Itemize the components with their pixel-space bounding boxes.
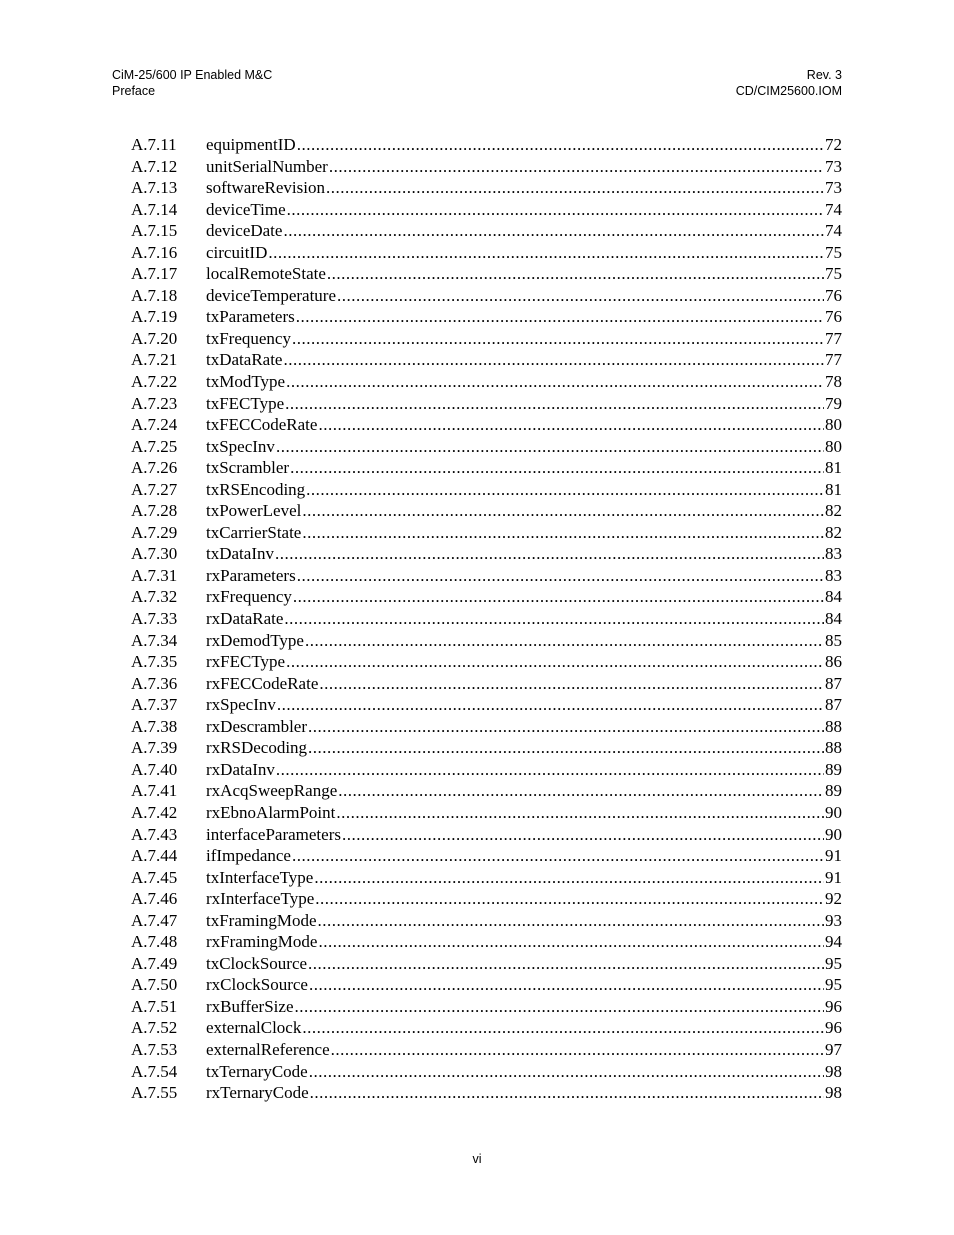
toc-entry-number: A.7.14 [131, 199, 178, 219]
toc-dot-leader [276, 436, 824, 458]
toc-entry-number: A.7.39 [131, 738, 178, 758]
table-of-contents [131, 134, 842, 1104]
page-footer [0, 1152, 954, 1166]
toc-entry[interactable] [131, 414, 842, 436]
toc-entry[interactable] [131, 716, 842, 738]
toc-entry-number: A.7.41 [131, 781, 178, 801]
toc-entry-number: A.7.42 [131, 802, 178, 822]
toc-dot-leader [277, 694, 824, 716]
toc-entry[interactable] [131, 802, 842, 824]
toc-dot-leader [308, 716, 824, 738]
header-right [736, 67, 842, 99]
toc-entry-title: deviceTemperature [206, 285, 337, 305]
toc-entry-number: A.7.54 [131, 1061, 178, 1081]
toc-entry-title: txParameters [206, 307, 295, 327]
toc-entry-number: A.7.47 [131, 910, 178, 930]
toc-entry-title: txFramingMode [206, 910, 317, 930]
toc-entry[interactable] [131, 867, 842, 889]
toc-entry-number: A.7.30 [131, 544, 178, 564]
toc-entry-number: A.7.46 [131, 889, 178, 909]
toc-entry-page: 73 [825, 178, 842, 198]
toc-dot-leader [297, 134, 824, 156]
document-code: CD/CIM25600.IOM [735, 84, 842, 98]
toc-entry-number: A.7.15 [131, 221, 178, 241]
toc-entry-title: rxDescrambler [206, 716, 308, 736]
toc-entry[interactable] [131, 694, 842, 716]
toc-entry-page: 98 [825, 1083, 842, 1103]
toc-entry-number: A.7.48 [131, 932, 178, 952]
toc-entry-title: txRSEncoding [206, 479, 306, 499]
toc-entry-title: softwareRevision [206, 178, 325, 198]
toc-entry-title: txScrambler [206, 458, 290, 478]
toc-entry-page: 81 [825, 479, 842, 499]
toc-entry[interactable] [131, 780, 842, 802]
toc-entry-number: A.7.32 [131, 587, 178, 607]
toc-entry[interactable] [131, 328, 842, 350]
toc-entry-page: 95 [825, 953, 842, 973]
toc-entry-title: unitSerialNumber [206, 156, 328, 176]
toc-entry-number: A.7.38 [131, 716, 178, 736]
toc-entry-title: rxDemodType [206, 630, 304, 650]
toc-dot-leader [318, 414, 824, 436]
toc-entry[interactable] [131, 931, 842, 953]
toc-entry-number: A.7.26 [131, 458, 178, 478]
toc-dot-leader [318, 931, 824, 953]
toc-entry-title: rxFramingMode [206, 932, 318, 952]
toc-entry-page: 84 [825, 587, 842, 607]
toc-dot-leader [286, 651, 824, 673]
toc-entry[interactable] [131, 479, 842, 501]
toc-entry[interactable] [131, 651, 842, 673]
toc-entry[interactable] [131, 953, 842, 975]
toc-entry-number: A.7.31 [131, 565, 178, 585]
toc-entry-title: txDataInv [206, 544, 274, 564]
toc-entry-number: A.7.28 [131, 501, 178, 521]
toc-entry-page: 72 [825, 135, 842, 154]
toc-entry[interactable] [131, 134, 842, 156]
toc-entry-page: 75 [825, 264, 842, 284]
toc-entry[interactable] [131, 888, 842, 910]
toc-dot-leader [306, 479, 824, 501]
toc-entry[interactable] [131, 371, 842, 393]
toc-entry-title: deviceTime [206, 199, 286, 219]
toc-entry-title: externalReference [206, 1039, 330, 1059]
toc-entry[interactable] [131, 1061, 842, 1083]
toc-entry-title: localRemoteState [206, 264, 326, 284]
toc-entry-title: externalClock [206, 1018, 302, 1038]
toc-entry-title: rxFECCodeRate [206, 673, 319, 693]
revision: Rev. 3 [806, 68, 842, 82]
toc-entry-number: A.7.49 [131, 953, 178, 973]
toc-entry-page: 86 [825, 652, 842, 672]
toc-dot-leader [337, 285, 824, 307]
toc-entry-number: A.7.36 [131, 673, 178, 693]
toc-entry-page: 83 [825, 565, 842, 585]
toc-entry-page: 94 [825, 932, 842, 952]
toc-entry-title: txFrequency [206, 328, 291, 348]
toc-entry-number: A.7.53 [131, 1039, 178, 1059]
toc-entry-page: 77 [825, 328, 842, 348]
toc-entry-number: A.7.45 [131, 867, 178, 887]
toc-entry[interactable] [131, 199, 842, 221]
toc-dot-leader [302, 1017, 824, 1039]
toc-entry-number: A.7.55 [131, 1083, 178, 1103]
toc-entry[interactable] [131, 996, 842, 1018]
toc-dot-leader [292, 845, 824, 867]
toc-entry-page: 89 [825, 759, 842, 779]
toc-entry[interactable] [131, 156, 842, 178]
toc-entry[interactable] [131, 1017, 842, 1039]
toc-entry-title: txModType [206, 372, 286, 392]
toc-entry-title: txInterfaceType [206, 867, 314, 887]
toc-entry-number: A.7.44 [131, 846, 178, 866]
toc-entry-number: A.7.50 [131, 975, 178, 995]
toc-entry-title: ifImpedance [206, 846, 291, 866]
toc-entry-page: 76 [825, 307, 842, 327]
toc-dot-leader [314, 867, 824, 889]
toc-entry-number: A.7.19 [131, 307, 178, 327]
toc-dot-leader [336, 802, 824, 824]
toc-entry-title: rxDataInv [206, 759, 275, 779]
toc-entry-page: 73 [825, 156, 842, 176]
toc-entry[interactable] [131, 910, 842, 932]
toc-entry-page: 74 [825, 199, 842, 219]
toc-entry[interactable] [131, 306, 842, 328]
toc-entry-title: txPowerLevel [206, 501, 302, 521]
toc-entry-number: A.7.52 [131, 1018, 178, 1038]
toc-entry-number: A.7.12 [131, 156, 178, 176]
toc-entry-page: 82 [825, 522, 842, 542]
toc-entry-page: 97 [825, 1039, 842, 1059]
toc-entry-number: A.7.18 [131, 285, 178, 305]
toc-entry-title: rxFrequency [206, 587, 292, 607]
toc-entry-title: rxRSDecoding [206, 738, 308, 758]
toc-entry-number: A.7.16 [131, 242, 178, 262]
toc-entry[interactable] [131, 543, 842, 565]
toc-dot-leader [331, 1039, 824, 1061]
toc-entry-number: A.7.40 [131, 759, 178, 779]
toc-entry-page: 76 [825, 285, 842, 305]
toc-entry-number: A.7.43 [131, 824, 178, 844]
toc-dot-leader [283, 349, 824, 371]
toc-entry[interactable] [131, 974, 842, 996]
toc-entry-title: rxEbnoAlarmPoint [206, 802, 336, 822]
toc-entry-page: 88 [825, 716, 842, 736]
toc-entry-page: 79 [825, 393, 842, 413]
toc-dot-leader [342, 824, 824, 846]
toc-entry-title: interfaceParameters [206, 824, 341, 844]
toc-entry-number: A.7.24 [131, 415, 178, 435]
toc-entry-title: deviceDate [206, 221, 283, 241]
toc-dot-leader [285, 393, 824, 415]
toc-entry-title: txFECType [206, 393, 285, 413]
toc-entry-page: 96 [825, 1018, 842, 1038]
toc-entry[interactable] [131, 177, 842, 199]
toc-entry-page: 91 [825, 867, 842, 887]
toc-dot-leader [338, 780, 824, 802]
toc-entry[interactable] [131, 349, 842, 371]
toc-entry[interactable] [131, 630, 842, 652]
toc-entry-title: txSpecInv [206, 436, 275, 456]
page-number: vi [472, 1152, 482, 1166]
toc-entry-title: rxClockSource [206, 975, 308, 995]
toc-entry-title: rxAcqSweepRange [206, 781, 338, 801]
toc-entry[interactable] [131, 759, 842, 781]
toc-entry[interactable] [131, 285, 842, 307]
toc-entry-number: A.7.20 [131, 328, 178, 348]
toc-entry-page: 98 [825, 1061, 842, 1081]
toc-entry-title: rxTernaryCode [206, 1083, 309, 1103]
toc-dot-leader [296, 306, 824, 328]
toc-entry-number: A.7.17 [131, 264, 178, 284]
toc-entry-page: 91 [825, 846, 842, 866]
toc-entry-number: A.7.13 [131, 178, 178, 198]
toc-entry-title: circuitID [206, 242, 268, 262]
toc-entry[interactable] [131, 263, 842, 285]
toc-dot-leader [309, 1061, 824, 1083]
document-title: CiM-25/600 IP Enabled M&C [112, 68, 273, 82]
toc-entry-page: 82 [825, 501, 842, 521]
toc-dot-leader [308, 737, 824, 759]
toc-entry-number: A.7.37 [131, 695, 178, 715]
toc-entry-number: A.7.29 [131, 522, 178, 542]
toc-dot-leader [308, 953, 824, 975]
toc-dot-leader [326, 177, 824, 199]
toc-entry-page: 89 [825, 781, 842, 801]
toc-dot-leader [318, 910, 825, 932]
toc-entry-title: txDataRate [206, 350, 283, 370]
toc-dot-leader [268, 242, 824, 264]
toc-entry-title: rxParameters [206, 565, 296, 585]
toc-entry-title: txFECCodeRate [206, 415, 318, 435]
toc-entry-page: 77 [825, 350, 842, 370]
toc-entry-page: 80 [825, 415, 842, 435]
toc-entry-number: A.7.11 [131, 135, 177, 154]
toc-dot-leader [315, 888, 824, 910]
header-left [112, 67, 272, 99]
toc-entry-number: A.7.25 [131, 436, 178, 456]
toc-dot-leader [305, 630, 824, 652]
toc-dot-leader [302, 522, 824, 544]
toc-entry-number: A.7.33 [131, 609, 178, 629]
toc-entry[interactable] [131, 457, 842, 479]
toc-entry[interactable] [131, 586, 842, 608]
toc-entry-page: 74 [825, 221, 842, 241]
section-name: Preface [112, 84, 156, 98]
toc-entry-page: 93 [825, 910, 842, 930]
toc-dot-leader [297, 565, 824, 587]
toc-entry[interactable] [131, 608, 842, 630]
toc-entry-page: 84 [825, 609, 842, 629]
toc-dot-leader [286, 371, 824, 393]
toc-dot-leader [295, 996, 825, 1018]
toc-entry-page: 95 [825, 975, 842, 995]
toc-entry-page: 80 [825, 436, 842, 456]
toc-entry-title: txClockSource [206, 953, 308, 973]
toc-entry[interactable] [131, 242, 842, 264]
toc-entry-title: rxInterfaceType [206, 889, 315, 909]
toc-entry-number: A.7.21 [131, 350, 178, 370]
toc-dot-leader [302, 500, 824, 522]
toc-entry-page: 78 [825, 372, 842, 392]
toc-entry-page: 90 [825, 802, 842, 822]
toc-entry-page: 92 [825, 889, 842, 909]
toc-dot-leader [283, 220, 824, 242]
toc-entry-number: A.7.22 [131, 372, 178, 392]
toc-dot-leader [276, 759, 824, 781]
toc-entry-number: A.7.51 [131, 996, 178, 1016]
toc-entry-page: 87 [825, 695, 842, 715]
toc-entry-number: A.7.35 [131, 652, 178, 672]
toc-entry-page: 83 [825, 544, 842, 564]
toc-entry[interactable] [131, 824, 842, 846]
toc-entry[interactable] [131, 673, 842, 695]
toc-dot-leader [284, 608, 824, 630]
toc-entry-title: equipmentID [206, 135, 296, 154]
toc-entry-page: 87 [825, 673, 842, 693]
toc-entry[interactable] [131, 1039, 842, 1061]
toc-entry-title: rxFECType [206, 652, 286, 672]
toc-entry-page: 75 [825, 242, 842, 262]
toc-entry-page: 85 [825, 630, 842, 650]
toc-dot-leader [275, 543, 824, 565]
toc-entry[interactable] [131, 1082, 842, 1104]
toc-dot-leader [293, 586, 824, 608]
toc-dot-leader [327, 263, 824, 285]
toc-entry[interactable] [131, 845, 842, 867]
toc-entry[interactable] [131, 737, 842, 759]
toc-entry[interactable] [131, 220, 842, 242]
toc-entry[interactable] [131, 500, 842, 522]
toc-entry-number: A.7.34 [131, 630, 178, 650]
toc-entry-title: rxBufferSize [206, 996, 294, 1016]
toc-entry-page: 96 [825, 996, 842, 1016]
toc-entry-title: txCarrierState [206, 522, 302, 542]
toc-entry[interactable] [131, 436, 842, 458]
toc-entry-page: 88 [825, 738, 842, 758]
toc-entry-title: txTernaryCode [206, 1061, 308, 1081]
toc-dot-leader [310, 1082, 824, 1104]
toc-dot-leader [292, 328, 824, 350]
toc-entry-title: rxSpecInv [206, 695, 276, 715]
toc-entry-number: A.7.27 [131, 479, 178, 499]
toc-entry[interactable] [131, 393, 842, 415]
toc-dot-leader [329, 156, 824, 178]
toc-entry[interactable] [131, 522, 842, 544]
toc-dot-leader [309, 974, 824, 996]
toc-entry-page: 81 [825, 458, 842, 478]
toc-dot-leader [290, 457, 824, 479]
toc-dot-leader [319, 673, 824, 695]
toc-entry-number: A.7.23 [131, 393, 178, 413]
toc-entry[interactable] [131, 565, 842, 587]
toc-entry-title: rxDataRate [206, 609, 284, 629]
toc-entry-page: 90 [825, 824, 842, 844]
toc-dot-leader [287, 199, 824, 221]
